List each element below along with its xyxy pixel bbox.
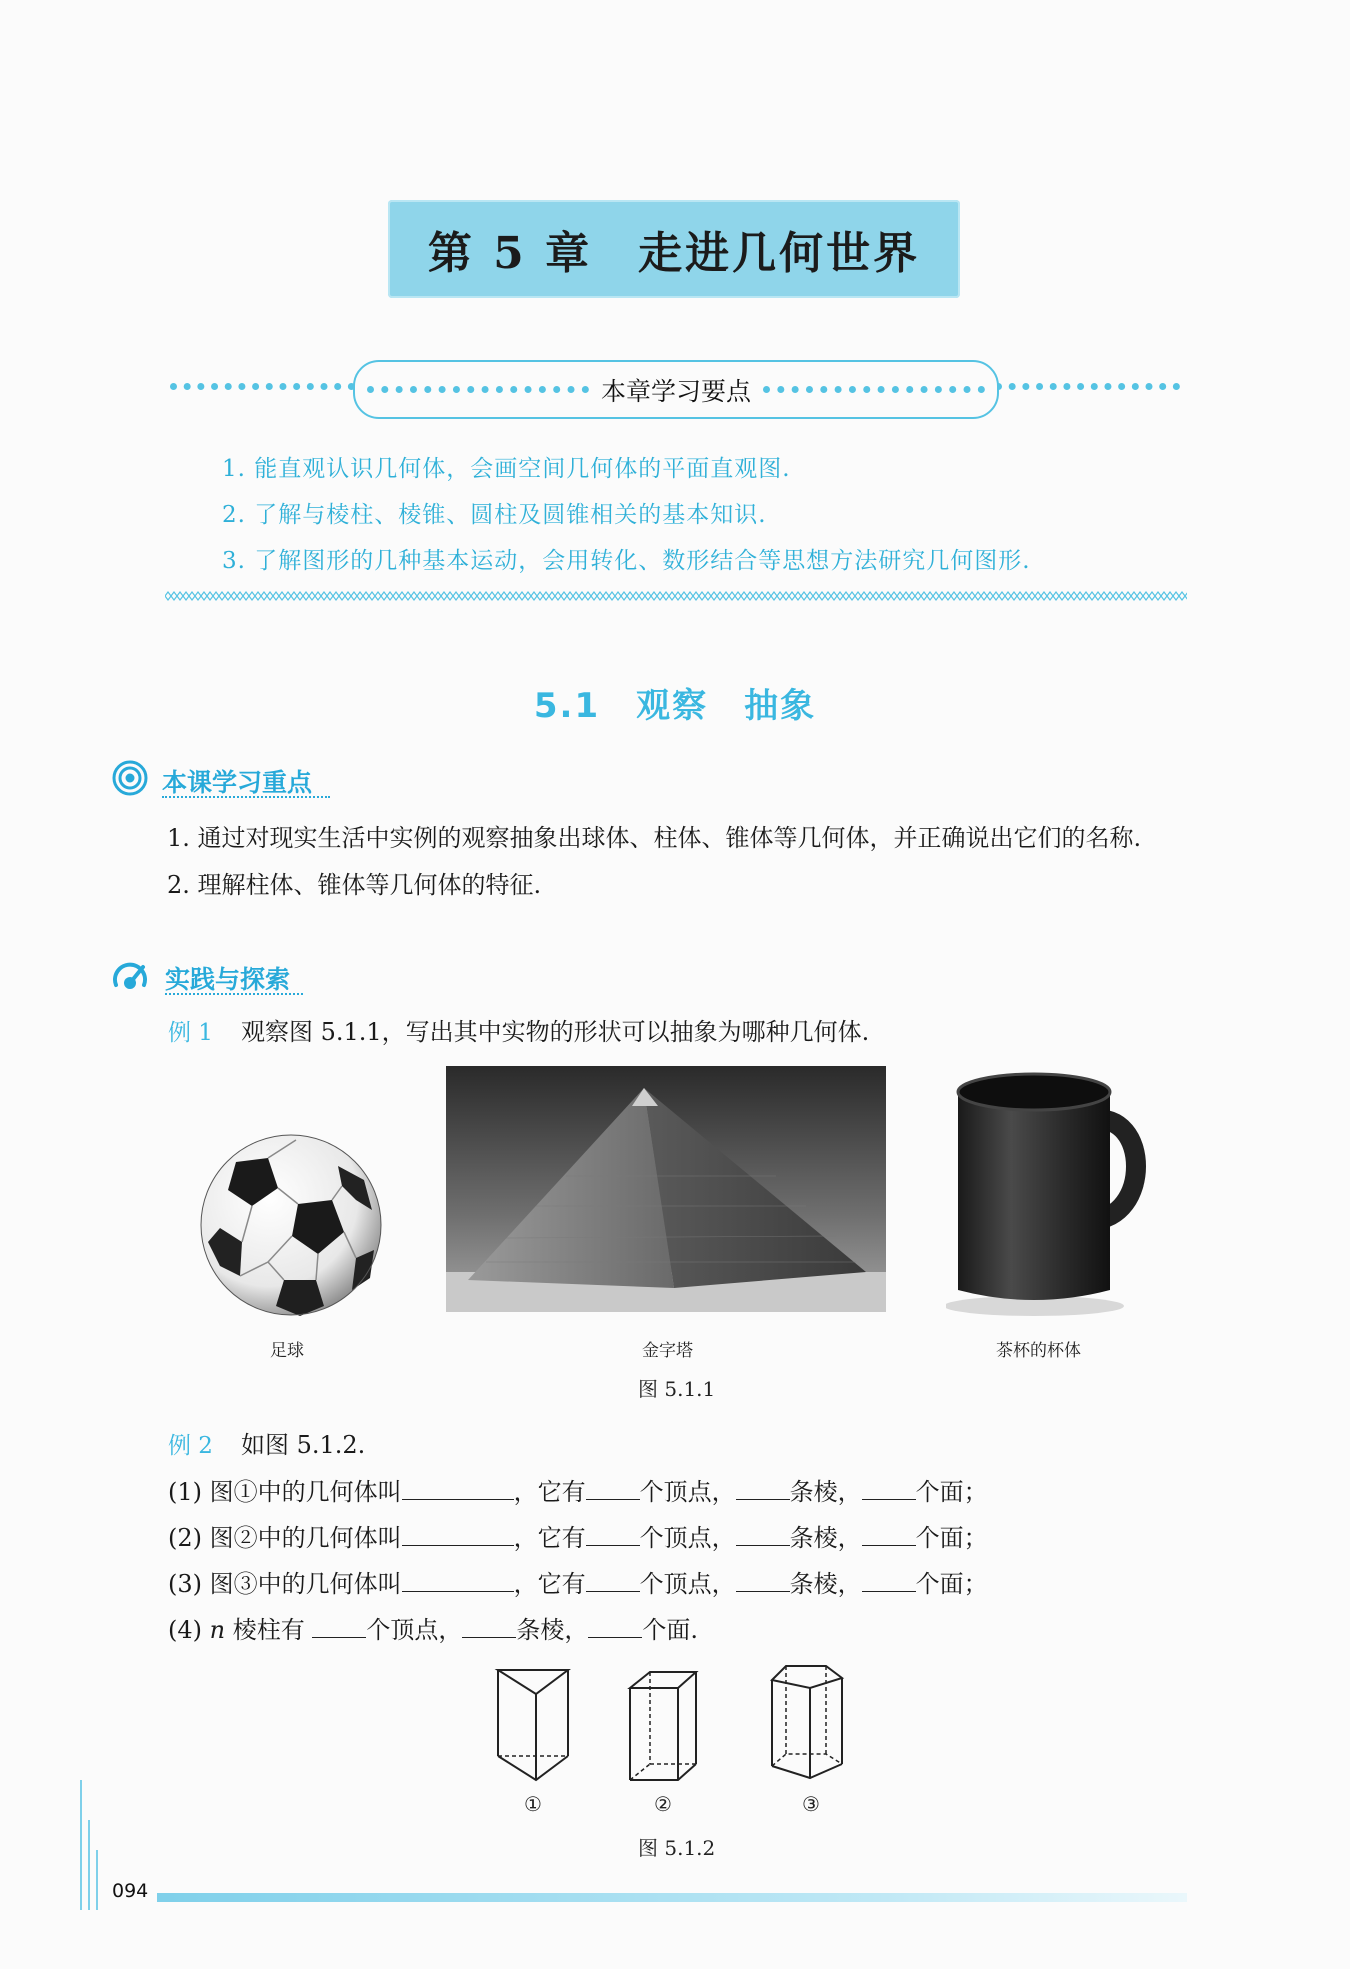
exercise-text: 个面； <box>915 1570 988 1598</box>
exercise-prefix: (1) 图①中的几何体叫 <box>168 1478 402 1506</box>
explore-icon <box>110 955 152 997</box>
triangular-prism-figure <box>494 1664 576 1788</box>
example1-line <box>168 1012 869 1047</box>
figure-5-1-1-caption: 图 5.1.1 <box>638 1377 716 1401</box>
dotted-rule-left <box>170 383 355 390</box>
caption-pyramid: 金字塔 <box>642 1341 693 1361</box>
pyramid-image <box>446 1066 886 1312</box>
key-points-header <box>353 360 999 419</box>
variable-n: n <box>209 1616 226 1644</box>
answer-blank-vertices[interactable] <box>586 1525 640 1546</box>
exercise-text: 个面； <box>915 1478 988 1506</box>
answer-blank-faces[interactable] <box>862 1479 916 1500</box>
focus-item-1: 1. 通过对现实生活中实例的观察抽象出球体、柱体、锥体等几何体，并正确说出它们的名称. <box>167 824 1142 852</box>
answer-blank-faces[interactable] <box>588 1617 642 1638</box>
exercise-line-4 <box>168 1610 698 1645</box>
exercise-text: 条棱， <box>789 1524 862 1552</box>
answer-blank-name[interactable] <box>402 1525 514 1546</box>
margin-rule-1 <box>80 1780 82 1910</box>
page-number: 094 <box>112 1880 149 1902</box>
soccer-ball-image <box>196 1130 386 1320</box>
exercise-text: 条棱， <box>789 1478 862 1506</box>
section-title <box>0 678 1350 727</box>
answer-blank-edges[interactable] <box>736 1525 790 1546</box>
section-number: 5.1 <box>533 686 601 726</box>
exercise-text: 棱柱有 <box>225 1616 305 1644</box>
answer-blank-name[interactable] <box>402 1571 514 1592</box>
caption-mug: 茶杯的杯体 <box>996 1341 1081 1361</box>
answer-blank-edges[interactable] <box>736 1479 790 1500</box>
wavy-divider <box>165 591 1187 601</box>
focus-heading: 本课学习重点 <box>162 768 313 797</box>
quadrangular-prism-figure <box>626 1668 702 1786</box>
example2-line <box>168 1425 365 1460</box>
footer-bar <box>157 1893 1187 1902</box>
exercise-text: ，它有 <box>513 1570 586 1598</box>
section-title-b: 抽象 <box>744 686 817 726</box>
exercise-prefix: (4) <box>168 1616 210 1644</box>
example1-label: 例 1 <box>168 1020 213 1046</box>
exercise-line-2 <box>168 1518 988 1553</box>
key-points-title: 本章学习要点 <box>601 376 752 406</box>
practice-heading-underline <box>165 993 303 995</box>
exercise-text: 个面； <box>915 1524 988 1552</box>
dotted-rule-inner-right <box>763 386 985 393</box>
exercise-text: 条棱， <box>516 1616 589 1644</box>
exercise-text: ，它有 <box>513 1478 586 1506</box>
exercise-text: 个顶点， <box>366 1616 463 1644</box>
caption-soccer-ball: 足球 <box>270 1341 304 1361</box>
exercise-prefix: (2) 图②中的几何体叫 <box>168 1524 402 1552</box>
example1-text: 观察图 5.1.1，写出其中实物的形状可以抽象为哪种几何体. <box>240 1018 870 1046</box>
answer-blank-vertices[interactable] <box>586 1479 640 1500</box>
chapter-banner <box>388 200 960 298</box>
key-point-1: 1. 能直观认识几何体，会画空间几何体的平面直观图. <box>222 456 791 482</box>
chapter-number: 第 5 章 <box>427 228 593 279</box>
key-point-3: 3. 了解图形的几种基本运动，会用转化、数形结合等思想方法研究几何图形. <box>222 548 1031 574</box>
pentagonal-prism-figure <box>766 1662 848 1784</box>
answer-blank-edges[interactable] <box>462 1617 516 1638</box>
margin-rule-2 <box>88 1820 90 1910</box>
answer-blank-faces[interactable] <box>862 1571 916 1592</box>
practice-heading: 实践与探索 <box>165 965 291 994</box>
figure-label-2: ② <box>654 1792 672 1816</box>
answer-blank-faces[interactable] <box>862 1525 916 1546</box>
chapter-title: 走进几何世界 <box>638 228 921 279</box>
exercise-text: 个顶点， <box>639 1524 736 1552</box>
figure-label-3: ③ <box>802 1792 820 1816</box>
focus-item-2: 2. 理解柱体、锥体等几何体的特征. <box>167 871 542 899</box>
exercise-text: 个顶点， <box>639 1570 736 1598</box>
figure-5-1-2-caption: 图 5.1.2 <box>638 1836 716 1860</box>
dotted-rule-right <box>995 383 1180 390</box>
answer-blank-name[interactable] <box>402 1479 514 1500</box>
target-icon <box>112 760 148 796</box>
example2-intro: 如图 5.1.2. <box>240 1431 366 1459</box>
exercise-text: 条棱， <box>789 1570 862 1598</box>
answer-blank-edges[interactable] <box>736 1571 790 1592</box>
exercise-text: 个面. <box>642 1616 699 1644</box>
exercise-text: 个顶点， <box>639 1478 736 1506</box>
exercise-line-1 <box>168 1472 988 1507</box>
dotted-rule-inner-left <box>367 386 589 393</box>
key-point-2: 2. 了解与棱柱、棱锥、圆柱及圆锥相关的基本知识. <box>222 502 767 528</box>
margin-rule-3 <box>96 1850 98 1910</box>
answer-blank-vertices[interactable] <box>586 1571 640 1592</box>
exercise-line-3 <box>168 1564 988 1599</box>
figure-label-1: ① <box>524 1792 542 1816</box>
section-title-a: 观察 <box>636 686 709 726</box>
exercise-text: ，它有 <box>513 1524 586 1552</box>
mug-image <box>946 1070 1166 1320</box>
answer-blank-vertices[interactable] <box>312 1617 366 1638</box>
exercise-prefix: (3) 图③中的几何体叫 <box>168 1570 402 1598</box>
focus-heading-underline <box>162 796 330 798</box>
example2-label: 例 2 <box>168 1433 213 1459</box>
